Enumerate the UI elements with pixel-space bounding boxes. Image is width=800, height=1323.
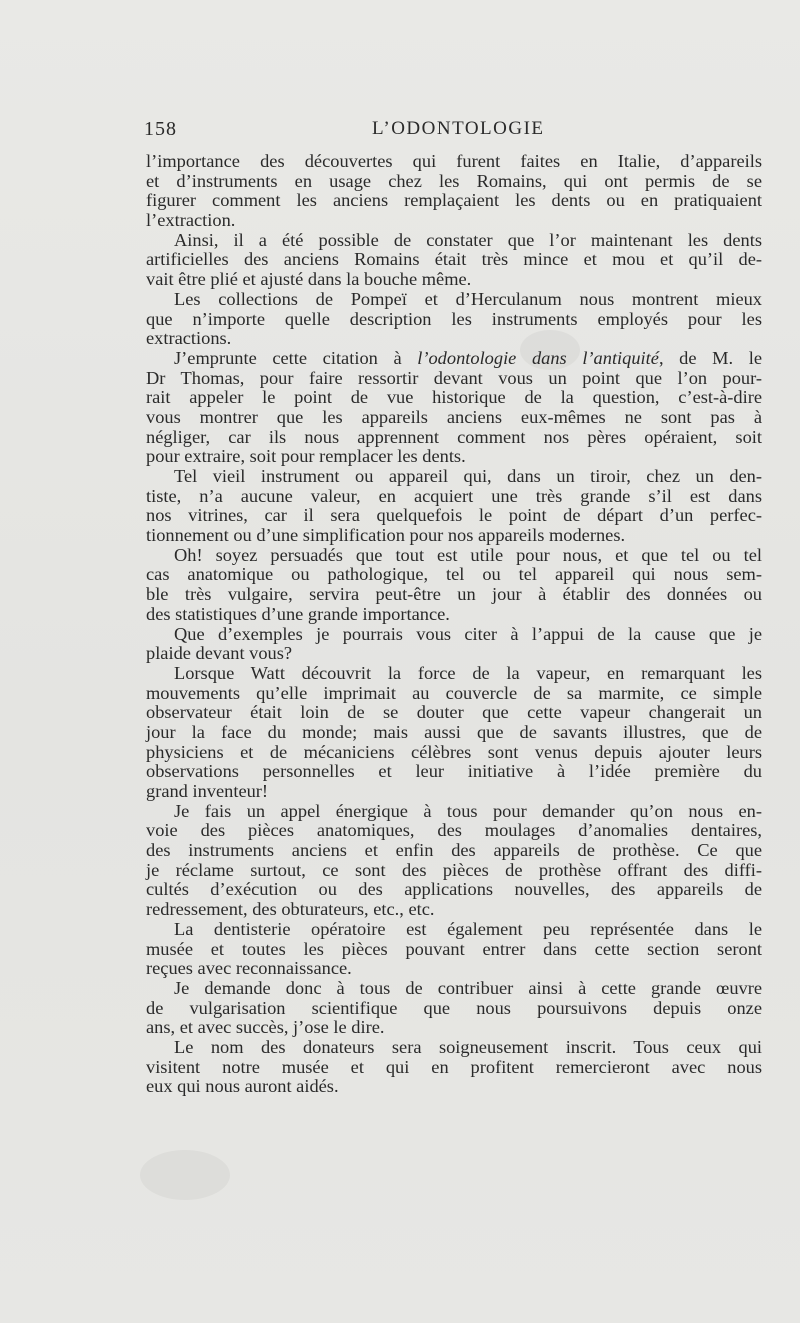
text-line: musée et toutes les pièces pouvant entrer dans cette section seront (146, 938, 762, 959)
text-line: physiciens et de mécaniciens célèbres sont venus depuis ajouter leurs (146, 741, 762, 762)
text-line: vait être plié et ajusté dans la bouche même. (146, 269, 472, 290)
text-line: négliger, car ils nous apprennent comment nos pères opéraient, soit (146, 426, 762, 447)
text-line: l’extraction. (146, 210, 236, 231)
body-text (146, 152, 762, 1097)
paper-stain (140, 1150, 230, 1200)
text-line: des instruments anciens et enfin des appareils de prothèse. Ce que (146, 840, 762, 861)
text-line: artificielles des anciens Romains était très mince et mou et qu’il de- (146, 249, 762, 270)
running-head: L’ODONTOLOGIE (372, 118, 545, 139)
page-header (144, 118, 764, 146)
text-line: ans, et avec succès, j’ose le dire. (146, 1017, 385, 1038)
text-line: figurer comment les anciens remplaçaient les dents ou en pratiquaient (146, 190, 762, 211)
text-line: nos vitrines, car il sera quelquefois le point de départ d’un perfec- (146, 505, 762, 526)
text-line: tionnement ou d’une simplification pour nos appareils modernes. (146, 525, 626, 546)
text-line: cultés d’exécution ou des applications nouvelles, des appareils de (146, 879, 762, 900)
text-line-segment: J’emprunte cette citation à (174, 347, 418, 368)
text-line: l’importance des découvertes qui furent faites en Italie, d’appareils (146, 151, 762, 171)
text-line: visitent notre musée et qui en profitent remercieront avec nous (146, 1056, 762, 1077)
text-line: Ainsi, il a été possible de constater que l’or maintenant les dents (174, 229, 762, 250)
text-line: Je fais un appel énergique à tous pour demander qu’on nous en- (174, 800, 762, 821)
text-line: redressement, des obturateurs, etc., etc. (146, 899, 435, 920)
text-line: eux qui nous auront aidés. (146, 1076, 339, 1097)
text-line: et d’instruments en usage chez les Romains, qui ont permis de se (146, 170, 762, 191)
text-line: que n’importe quelle description les instruments employés pour les (146, 308, 762, 329)
text-line: Oh! soyez persuadés que tout est utile pour nous, et que tel ou tel (174, 544, 762, 565)
text-line: rait appeler le point de vue historique de la question, c’est-à-dire (146, 387, 762, 408)
text-line: tiste, n’a aucune valeur, en acquiert une très grande s’il est dans (146, 485, 762, 506)
text-line: plaide devant vous? (146, 643, 293, 664)
text-line: Que d’exemples je pourrais vous citer à l’appui de la cause que je (174, 623, 762, 644)
text-line: observateur était loin de se douter que cette vapeur changerait un (146, 702, 762, 723)
text-line: mouvements qu’elle imprimait au couvercle de sa marmite, ce simple (146, 682, 762, 703)
text-line-segment: , de M. le (658, 347, 762, 368)
text-line: vous montrer que les appareils anciens eux-mêmes ne sont pas à (146, 406, 762, 427)
text-line: de vulgarisation scientifique que nous poursuivons depuis onze (146, 997, 762, 1018)
text-line: Lorsque Watt découvrit la force de la vapeur, en remarquant les (174, 662, 762, 683)
text-line: je réclame surtout, ce sont des pièces de prothèse offrant des diffi- (146, 859, 762, 880)
text-line: ble très vulgaire, servira peut-être un jour à établir des données ou (146, 584, 762, 605)
book-title: l’odontologie dans l’antiquité (417, 347, 659, 368)
text-line: La dentisterie opératoire est également peu représentée dans le (174, 918, 762, 939)
text-line: Le nom des donateurs sera soigneusement inscrit. Tous ceux qui (174, 1036, 762, 1057)
text-line: jour la face du monde; mais aussi que de savants illustres, que de (146, 721, 762, 742)
text-line: observations personnelles et leur initiative à l’idée première du (146, 761, 762, 782)
text-line: Je demande donc à tous de contribuer ainsi à cette grande œuvre (174, 977, 762, 998)
text-line: pour extraire, soit pour remplacer les dents. (146, 446, 466, 467)
text-line: voie des pièces anatomiques, des moulages d’anomalies dentaires, (146, 820, 762, 841)
text-line: des statistiques d’une grande importance. (146, 603, 450, 624)
text-line: reçues avec reconnaissance. (146, 958, 352, 979)
text-line: extractions. (146, 328, 232, 349)
text-line: Tel vieil instrument ou appareil qui, dans un tiroir, chez un den- (174, 466, 762, 486)
text-line (146, 349, 762, 369)
page-number: 158 (144, 118, 177, 140)
text-line: Les collections de Pompeï et d’Herculanum nous montrent mieux (174, 288, 762, 309)
text-line: Dr Thomas, pour faire ressortir devant vous un point que l’on pour- (146, 367, 762, 388)
text-line: grand inventeur! (146, 781, 269, 801)
text-line: cas anatomique ou pathologique, tel ou tel appareil qui nous sem- (146, 564, 762, 585)
